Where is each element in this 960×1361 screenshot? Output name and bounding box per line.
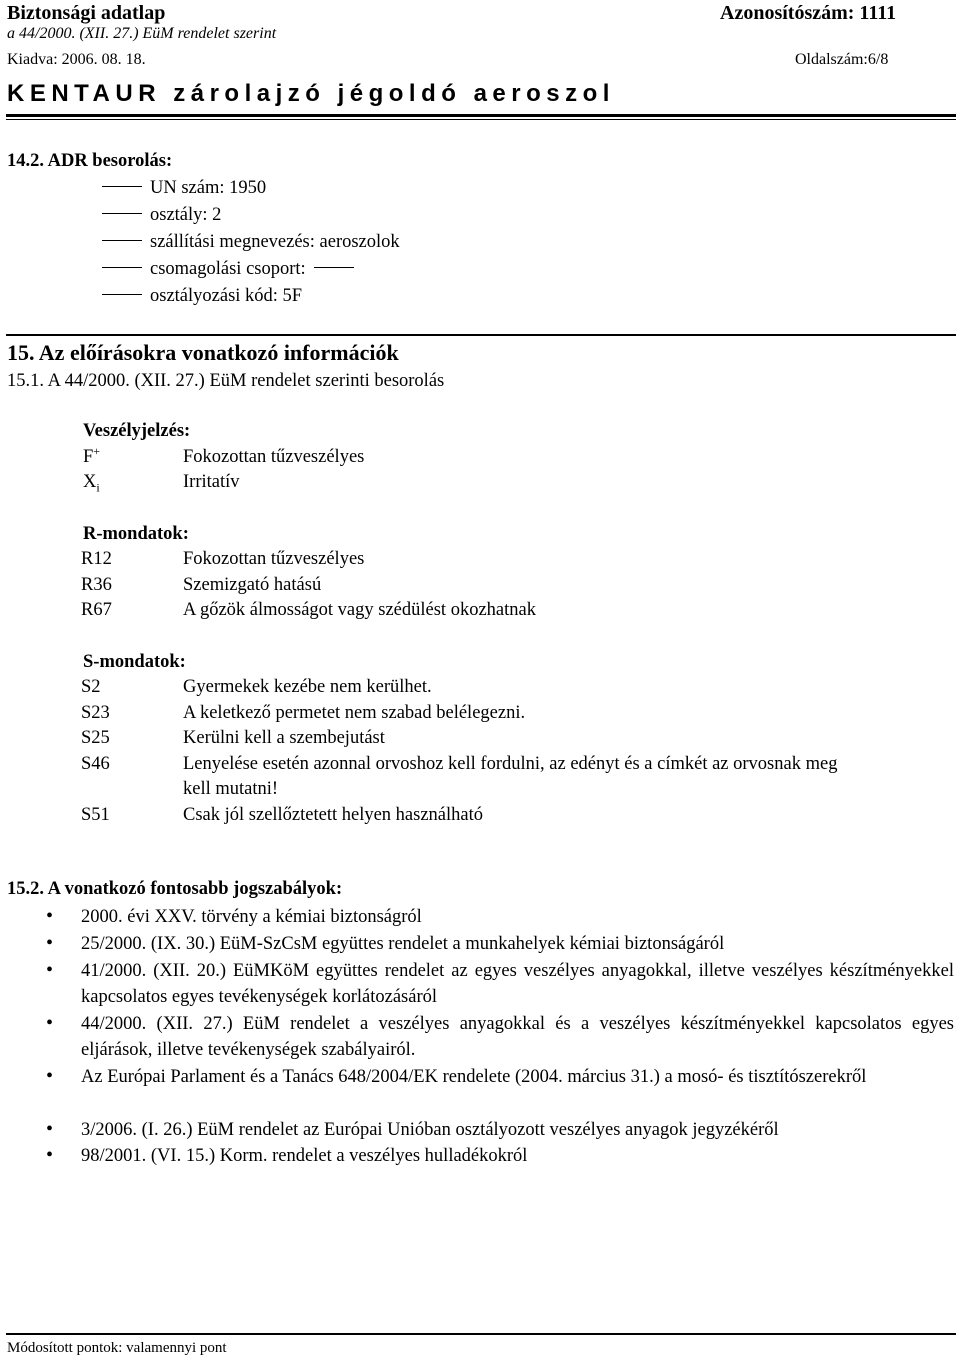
bullet-icon: • [46,905,54,927]
adr-item: szállítási megnevezés: aeroszolok [102,231,400,253]
dash-mark [102,267,142,268]
hazard-heading: Veszélyjelzés: [83,421,191,441]
law-item: 25/2000. (IX. 30.) EüM-SzCsM együttes rendelet a munkahelyek kémiai biztonságáról [81,934,725,954]
s-text: Gyermekek kezébe nem kerülhet. [183,677,432,697]
adr-item: csomagolási csoport: [102,258,362,280]
header-divider-thin [6,119,956,120]
adr-item: UN szám: 1950 [102,177,266,199]
r-phrases-heading: R-mondatok: [83,524,189,544]
dash-mark [102,186,142,187]
regulation-note: a 44/2000. (XII. 27.) EüM rendelet szerint [7,25,277,42]
s-code: S46 [81,754,110,774]
dash-mark [314,267,354,268]
s-code: S23 [81,703,110,723]
header-divider [6,114,956,117]
dash-mark [102,294,142,295]
s-text: Kerülni kell a szembejutást [183,728,385,748]
bullet-icon: • [46,932,54,954]
r-text: Fokozottan tűzveszélyes [183,549,365,569]
section15-heading: 15. Az előírásokra vonatkozó információk [7,340,399,365]
s-text: A keletkező permetet nem szabad belélegezni. [183,703,526,723]
r-text: Szemizgató hatású [183,575,322,595]
dash-mark [102,240,142,241]
hazard-symbol: F+ [83,443,101,467]
hazard-symbol: $X_i$ [83,472,100,495]
s-phrases-heading: S-mondatok: [83,652,186,672]
bullet-icon: • [46,959,54,981]
s-code: S2 [81,677,101,697]
section15-2-heading: 15.2. A vonatkozó fontosabb jogszabályok: [7,879,343,899]
s-text: Csak jól szellőztetett helyen használható [183,805,484,825]
law-item: 2000. évi XXV. törvény a kémiai biztonságról [81,907,422,927]
r-text: A gőzök álmosságot vagy szédülést okozhatnak [183,600,536,620]
section15-1-heading: 15.1. A 44/2000. (XII. 27.) EüM rendelet szerinti besorolás [7,371,445,391]
issue-date: Kiadva: 2006. 08. 18. [7,51,146,68]
r-code: R36 [81,575,112,595]
adr-item: osztály: 2 [102,204,221,226]
r-code: R67 [81,600,112,620]
bullet-icon: • [46,1118,54,1140]
law-item: 3/2006. (I. 26.) EüM rendelet az Európai Unióban osztályozott veszélyes anyagok jegyzékéről [81,1120,779,1140]
s-code: S25 [81,728,110,748]
s-text-continued: kell mutatni! [183,779,279,799]
adr-heading: 14.2. ADR besorolás: [7,151,173,171]
product-name: KENTAUR zárolajzó jégoldó aeroszol [7,80,615,107]
r-code: R12 [81,549,112,569]
footer-divider [6,1333,956,1335]
bullet-icon: • [46,1012,54,1034]
law-item: 44/2000. (XII. 27.) EüM rendelet a veszélyes anyagokkal és a veszélyes készítményekkel kapcsolatos egyes eljárások, illetve tevékenységek szabályairól. [81,1014,954,1060]
bullet-icon: • [46,1065,54,1087]
dash-mark [102,213,142,214]
s-text: Lenyelése esetén azonnal orvoshoz kell fordulni, az edényt és a címkét az orvosnak meg [183,754,838,774]
adr-item: osztályozási kód: 5F [102,285,302,307]
law-item: Az Európai Parlament és a Tanács 648/2004/EK rendelete (2004. március 31.) a mosó- és tisztítószerekről [81,1067,867,1087]
s-code: S51 [81,805,110,825]
law-item: 41/2000. (XII. 20.) EüMKöM együttes rendelet az egyes veszélyes anyagokkal, illetve veszélyes készítményekkel kapcsolatos egyes tevékenységek korlátozásáról [81,961,954,1007]
bullet-icon: • [46,1144,54,1166]
id-number: Azonosítószám: 1111 [720,2,897,24]
document-title: Biztonsági adatlap [7,2,166,24]
hazard-label: Fokozottan tűzveszélyes [183,447,365,467]
law-item: 98/2001. (VI. 15.) Korm. rendelet a veszélyes hulladékokról [81,1146,528,1166]
footer-note: Módosított pontok: valamennyi pont [7,1340,227,1356]
section-divider [6,334,956,336]
page-number: Oldalszám:6/8 [795,51,889,68]
hazard-label: Irritatív [183,472,240,492]
